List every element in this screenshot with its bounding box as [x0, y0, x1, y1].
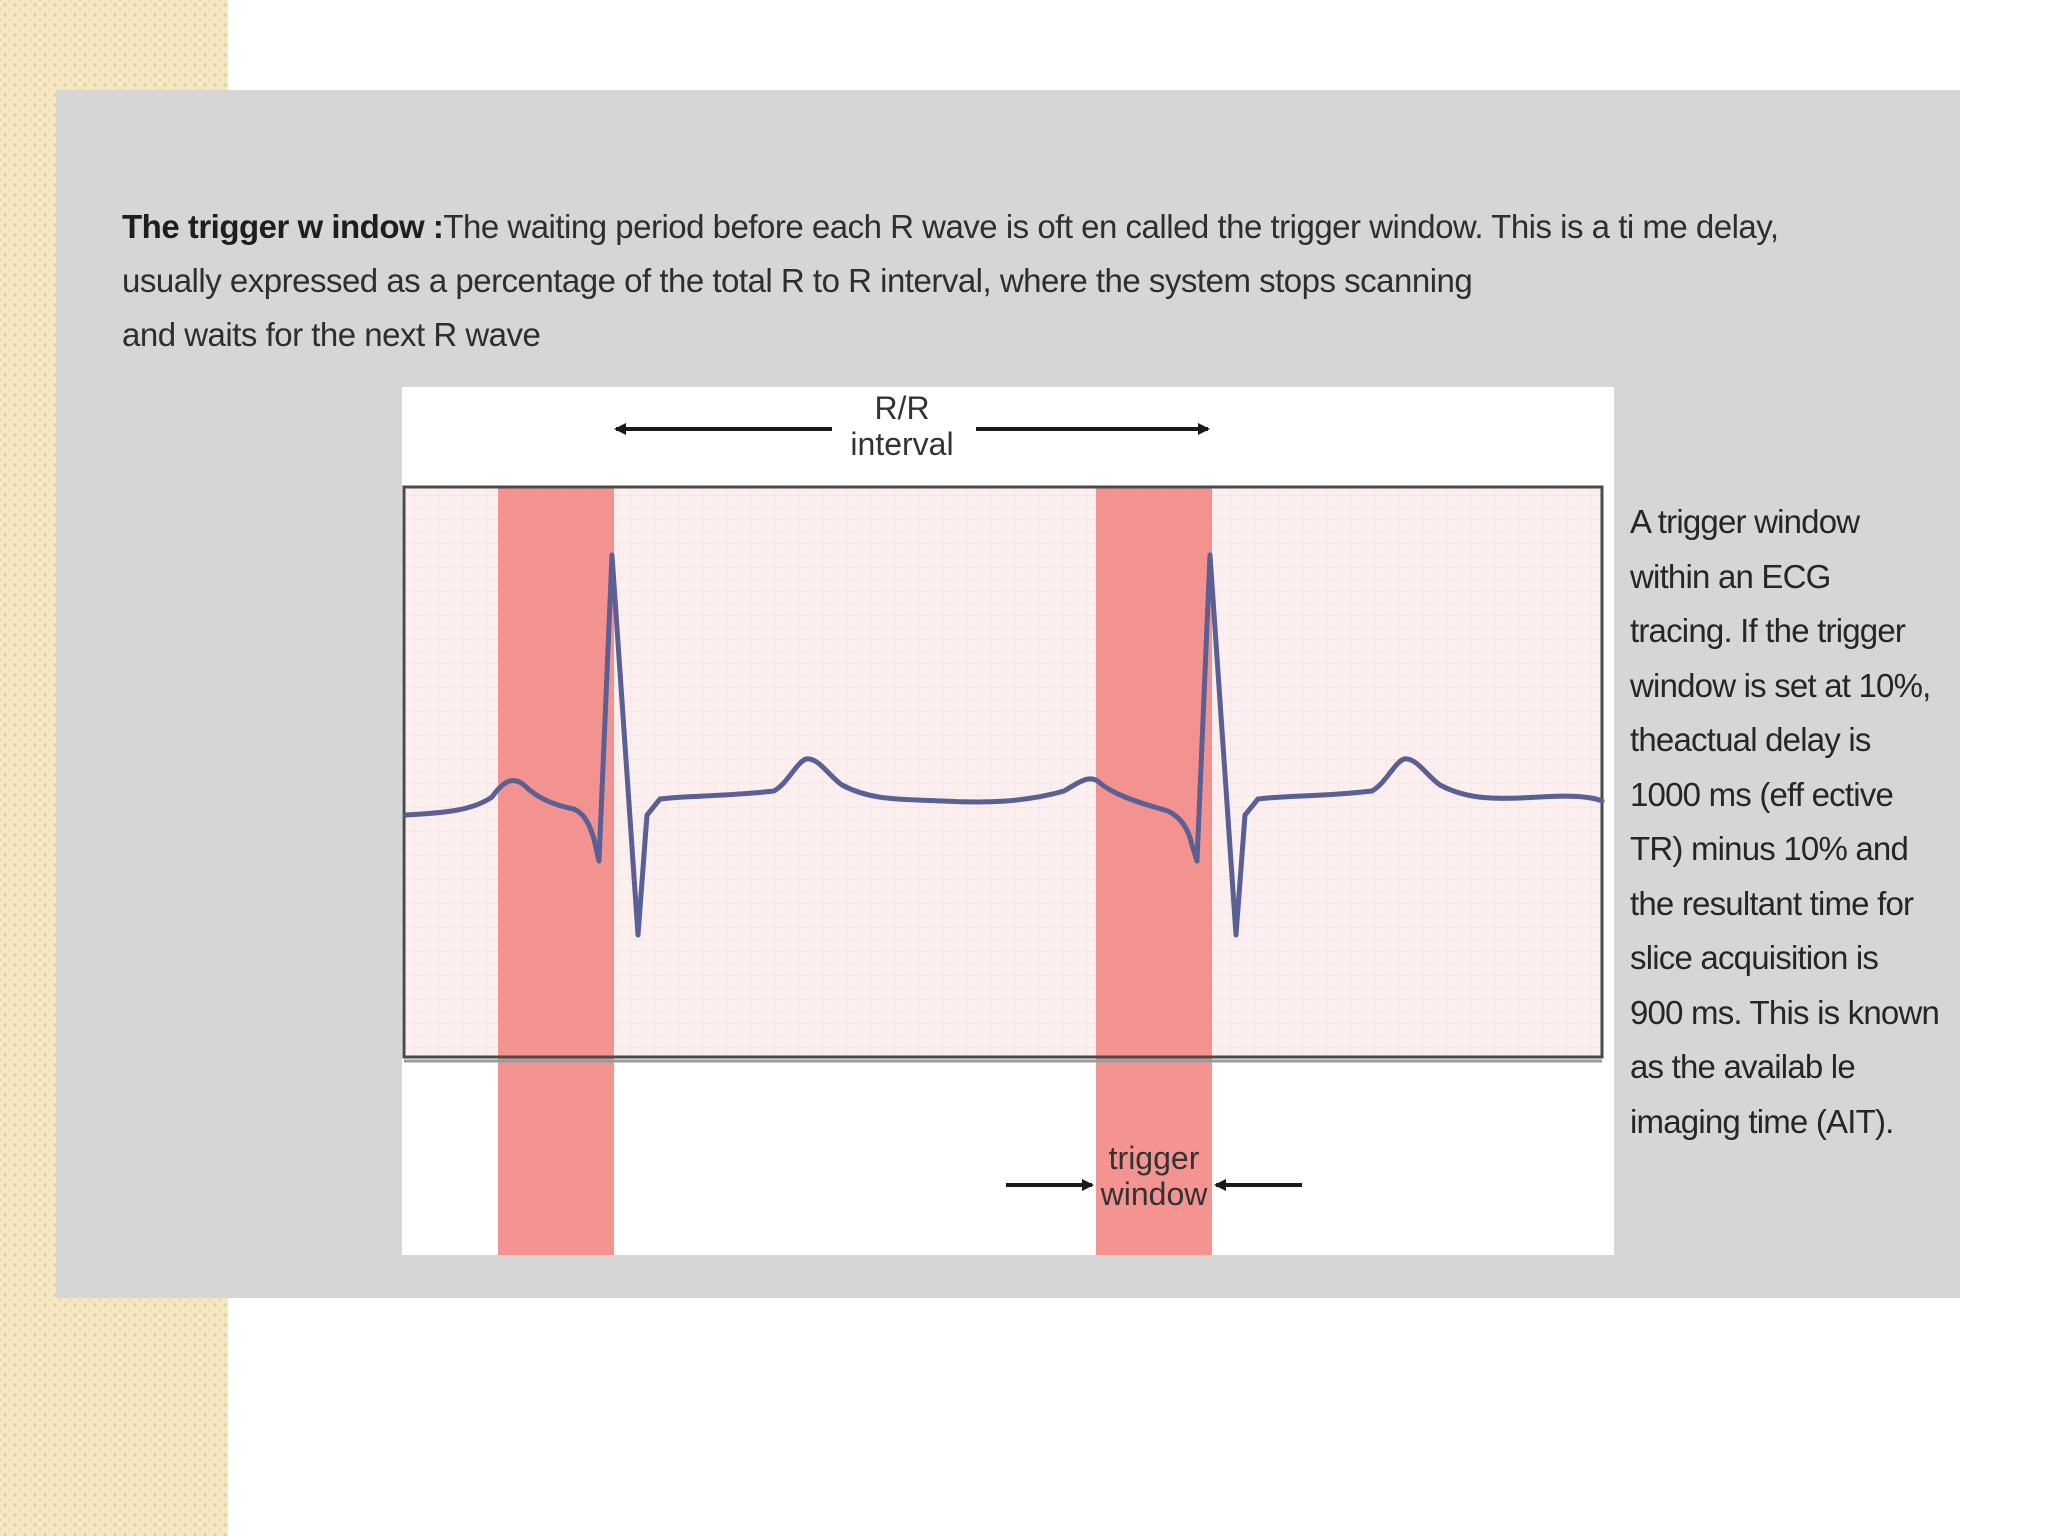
caption-line-8: the resultant time for [1630, 884, 1914, 922]
intro-line-1-text: The waiting period before each R wave is oft en called the trigger window. This is a ti me delay, [443, 208, 1779, 245]
ecg-diagram [402, 387, 1614, 1255]
intro-line-1 [122, 200, 1842, 254]
ecg-figure [402, 387, 1614, 1255]
trigger-window-label-line1: trigger [1108, 1140, 1200, 1176]
caption-line-9: slice acquisition is [1630, 939, 1879, 976]
caption-line-12: imaging time (AIT). [1630, 1102, 1894, 1140]
caption-line-7: TR) minus 10% and [1630, 830, 1909, 867]
caption-line-10: 900 ms. This is known [1630, 993, 1940, 1031]
caption-line-5: theactual delay is [1630, 721, 1871, 758]
caption-line-4: window is set at 10%, [1630, 666, 1931, 704]
trigger-window-label-line2: window [1100, 1176, 1208, 1212]
rr-interval-label-line2: interval [850, 426, 954, 462]
intro-paragraph [122, 200, 1842, 362]
intro-line-3: and waits for the next R wave [122, 316, 541, 353]
intro-line-2: usually expressed as a percentage of the total R to R interval, where the system stops scanning [122, 262, 1473, 299]
intro-title: The trigger w indow : [122, 208, 444, 245]
trigger-window-band-1 [498, 487, 614, 1255]
figure-caption [1630, 495, 1960, 1149]
caption-line-2: within an ECG [1630, 557, 1831, 595]
caption-line-1: A trigger window [1630, 503, 1860, 540]
caption-line-6: 1000 ms (eff ective [1630, 775, 1893, 813]
caption-line-11: as the availab le [1630, 1048, 1855, 1085]
rr-interval-label-line1: R/R [874, 390, 930, 426]
caption-line-3: tracing. If the trigger [1630, 612, 1906, 649]
